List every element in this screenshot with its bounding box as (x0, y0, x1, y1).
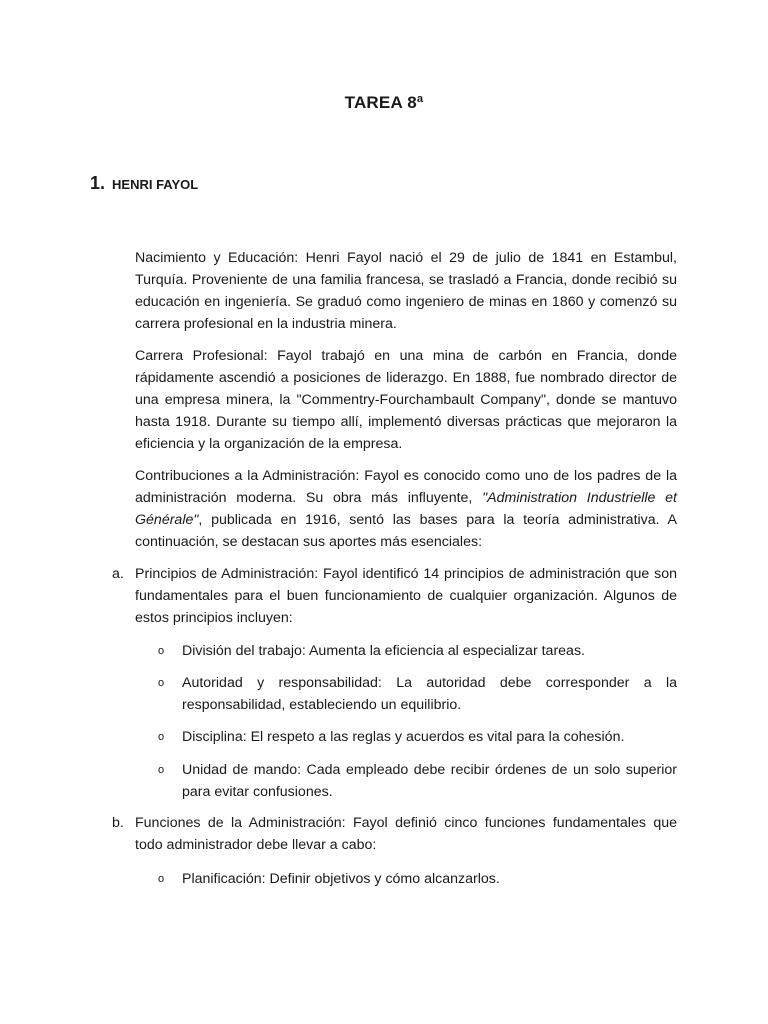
list-item-b (112, 812, 677, 856)
bullet-text: Unidad de mando: Cada empleado debe recibir órdenes de un solo superior para evitar confusiones. (182, 762, 677, 800)
contributions-text-after: , publicada en 1916, sentó las bases para la teoría administrativa. A continuación, se destacan sus aportes más esenciales: (135, 512, 677, 550)
circle-bullet-icon: o (158, 764, 165, 776)
paragraph-contributions (135, 465, 677, 553)
paragraph-birth: Nacimiento y Educación: Henri Fayol nació el 29 de julio de 1841 en Estambul, Turquía. Proveniente de una familia francesa, se trasladó a Francia, donde recibió su educación en ingeniería. Se graduó como ingeniero de minas en 1860 y comenzó su carrera profesional en la industria minera. (135, 250, 677, 332)
document-title: TAREA 8ª (344, 93, 424, 112)
bullet-text: Disciplina: El respeto a las reglas y acuerdos es vital para la cohesión. (182, 729, 625, 745)
circle-bullet-icon: o (158, 677, 165, 689)
section-heading (90, 173, 198, 194)
circle-bullet-icon: o (158, 645, 165, 657)
contributions-text-before: Contribuciones a la Administración: Fayol es conocido como uno de los padres de la administración moderna. Su obra más influyente, (135, 468, 677, 506)
bullet-item (157, 726, 677, 748)
section-number: 1. (90, 173, 106, 193)
book-title: "Administration Industrielle et Générale" (135, 490, 677, 528)
list-item-text: Principios de Administración: Fayol identificó 14 principios de administración que son fundamentales para el buen funcionamiento de cualquier organización. Algunos de estos principios incluyen: (135, 566, 677, 626)
paragraph-career: Carrera Profesional: Fayol trabajó en una mina de carbón en Francia, donde rápidamente ascendió a posiciones de liderazgo. En 1888, fue nombrado director de una empresa minera, la "Commentry-Fourchambault Company", donde se mantuvo hasta 1918. Durante su tiempo allí, implementó diversas prácticas que mejoraron la eficiencia y la organización de la empresa. (135, 348, 677, 452)
bullet-text: Planificación: Definir objetivos y cómo alcanzarlos. (182, 871, 500, 887)
bullet-item (157, 672, 677, 716)
section-title: HENRI FAYOL (112, 177, 199, 192)
circle-bullet-icon: o (158, 873, 165, 885)
list-item-text: Funciones de la Administración: Fayol definió cinco funciones fundamentales que todo administrador debe llevar a cabo: (135, 815, 677, 853)
bullet-item (157, 640, 677, 662)
bullet-text: Autoridad y responsabilidad: La autoridad debe corresponder a la responsabilidad, estableciendo un equilibrio. (182, 675, 677, 713)
list-item-a (112, 563, 677, 629)
circle-bullet-icon: o (158, 731, 165, 743)
bullet-item (157, 759, 677, 803)
list-marker: b. (112, 815, 124, 831)
bullet-item (157, 868, 677, 890)
list-marker: a. (112, 566, 124, 582)
bullet-text: División del trabajo: Aumenta la eficiencia al especializar tareas. (182, 643, 585, 659)
